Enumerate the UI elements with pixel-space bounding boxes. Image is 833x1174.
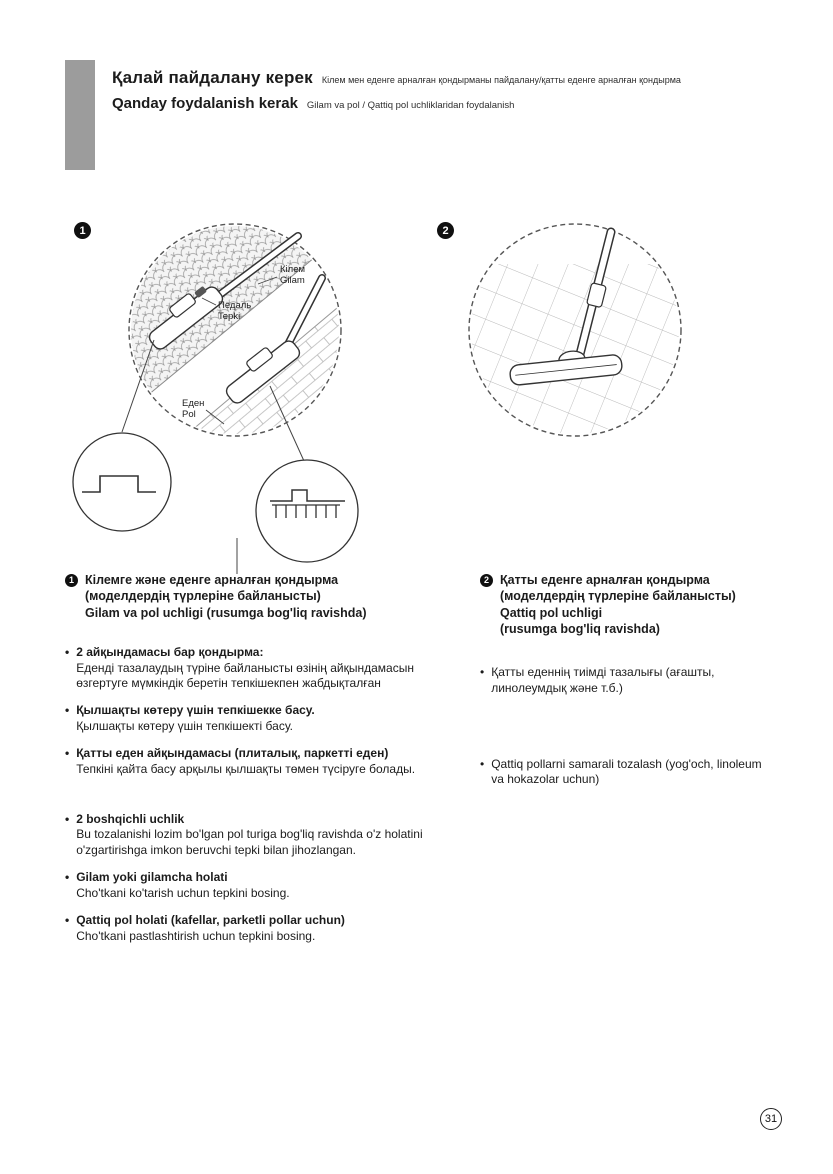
page-subtitle-kazakh: Кілем мен еденге арналған қондырманы пайдалану/қатты еденге арналған қондырма	[321, 75, 681, 85]
list-item-text	[76, 645, 424, 692]
list-item	[65, 703, 447, 735]
heading-line: Кілемге және еденге арналған қондырма	[85, 573, 339, 587]
item-title: • Қылшақты көтеру үшін тепкішекке басу.	[76, 703, 315, 718]
page-subtitle-uzbek: Gilam va pol / Qattiq pol uchliklaridan foydalanish	[306, 100, 515, 111]
page-header	[112, 68, 812, 112]
section-1-number-badge: 1	[65, 574, 78, 587]
item-body: Cho'tkani pastlashtirish uchun tepkini bosing.	[76, 928, 316, 943]
heading-line: (rusumga bog'liq ravishda)	[500, 621, 660, 636]
floor-label-uz: Pol	[182, 409, 196, 420]
list-item	[65, 645, 447, 692]
section-2-items	[480, 665, 792, 788]
pedal-label-uz: Tepki	[218, 311, 241, 322]
tile-floor-texture	[469, 264, 683, 436]
item-title: • 2 айқындамасы бар қондырма:	[76, 644, 264, 659]
list-item-text	[76, 812, 424, 859]
page-title-kazakh: Қалай пайдалану керек	[112, 68, 313, 87]
item-body: Cho'tkani ko'tarish uchun tepkini bosing.	[76, 885, 290, 900]
list-item-text: • Қатты еденнің тиімді тазалығы (ағашты, линолеумдық және т.б.)	[491, 665, 715, 695]
list-item-text	[76, 870, 289, 902]
item-title: • Қатты еден айқындамасы (плиталық, паркетті еден)	[76, 745, 389, 760]
figure-2-number-badge: 2	[437, 222, 454, 239]
header-row-uzbek	[112, 95, 812, 112]
hard-floor-nozzle-illustration	[465, 220, 687, 444]
floor-label-kk: Еден	[182, 398, 205, 409]
header-row-kazakh	[112, 68, 812, 88]
section-1-heading-lines	[85, 572, 367, 621]
item-title: • Qattiq pol holati (kafellar, parketli pollar uchun)	[76, 912, 345, 927]
item-body: Еденді тазалаудың түріне байланысты өзінің айқындамасын өзгертуге мүмкіндік беретін тепкішекпен жабдықталған	[76, 660, 414, 691]
section-2-number-badge: 2	[480, 574, 493, 587]
list-item-text	[76, 746, 415, 778]
section-1-heading	[65, 572, 447, 621]
list-item	[65, 870, 447, 902]
item-title: • 2 boshqichli uchlik	[76, 811, 185, 826]
section-2-heading	[480, 572, 792, 637]
pedal-label-kk: Педаль	[218, 300, 252, 311]
brush-profile-callout-icon	[256, 460, 358, 562]
list-item	[65, 746, 447, 778]
section-1-items	[65, 645, 447, 945]
list-item-text	[76, 913, 345, 945]
heading-line: Qattiq pol uchligi	[500, 605, 603, 620]
item-body: Қылшақты көтеру үшін тепкішекті басу.	[76, 719, 293, 734]
carpet-floor-nozzle-illustration	[58, 220, 370, 574]
list-item	[65, 812, 447, 859]
page-title-uzbek: Qanday foydalanish kerak	[112, 95, 298, 112]
carpet-label-kk: Кілем	[280, 264, 306, 275]
carpet-label-uz: Gilam	[280, 275, 305, 286]
section-hard-floor-nozzle	[480, 572, 792, 788]
heading-line: (моделдердің түрлеріне байланысты)	[85, 589, 321, 604]
list-item	[480, 665, 770, 697]
section-carpet-floor-nozzle	[65, 572, 447, 944]
item-body: Тепкіні қайта басу арқылы қылшақты төмен түсіруге болады.	[76, 761, 416, 776]
item-body: Bu tozalanishi lozim bo'lgan pol turiga bog'liq ravishda o'z holatini o'zgartirishga imkon beruvchi tepki bilan jihozlangan.	[76, 827, 423, 858]
item-title: • Gilam yoki gilamcha holati	[76, 870, 228, 885]
list-item-text	[76, 703, 315, 735]
carpet-profile-callout-icon	[73, 433, 171, 531]
heading-line: Қатты еденге арналған қондырма	[500, 573, 710, 587]
list-item	[65, 913, 447, 945]
heading-line: Gilam va pol uchligi (rusumga bog'liq ravishda)	[85, 605, 367, 620]
list-item	[480, 757, 770, 789]
figure-1-number-badge: 1	[74, 222, 91, 239]
heading-line: (моделдердің түрлеріне байланысты)	[500, 589, 736, 604]
list-item-text: • Qattiq pollarni samarali tozalash (yog'och, linoleum va hokazolar uchun)	[491, 756, 762, 787]
page-number-badge: 31	[760, 1108, 782, 1130]
section-2-heading-lines	[500, 572, 736, 637]
section-gray-bar	[65, 60, 95, 170]
